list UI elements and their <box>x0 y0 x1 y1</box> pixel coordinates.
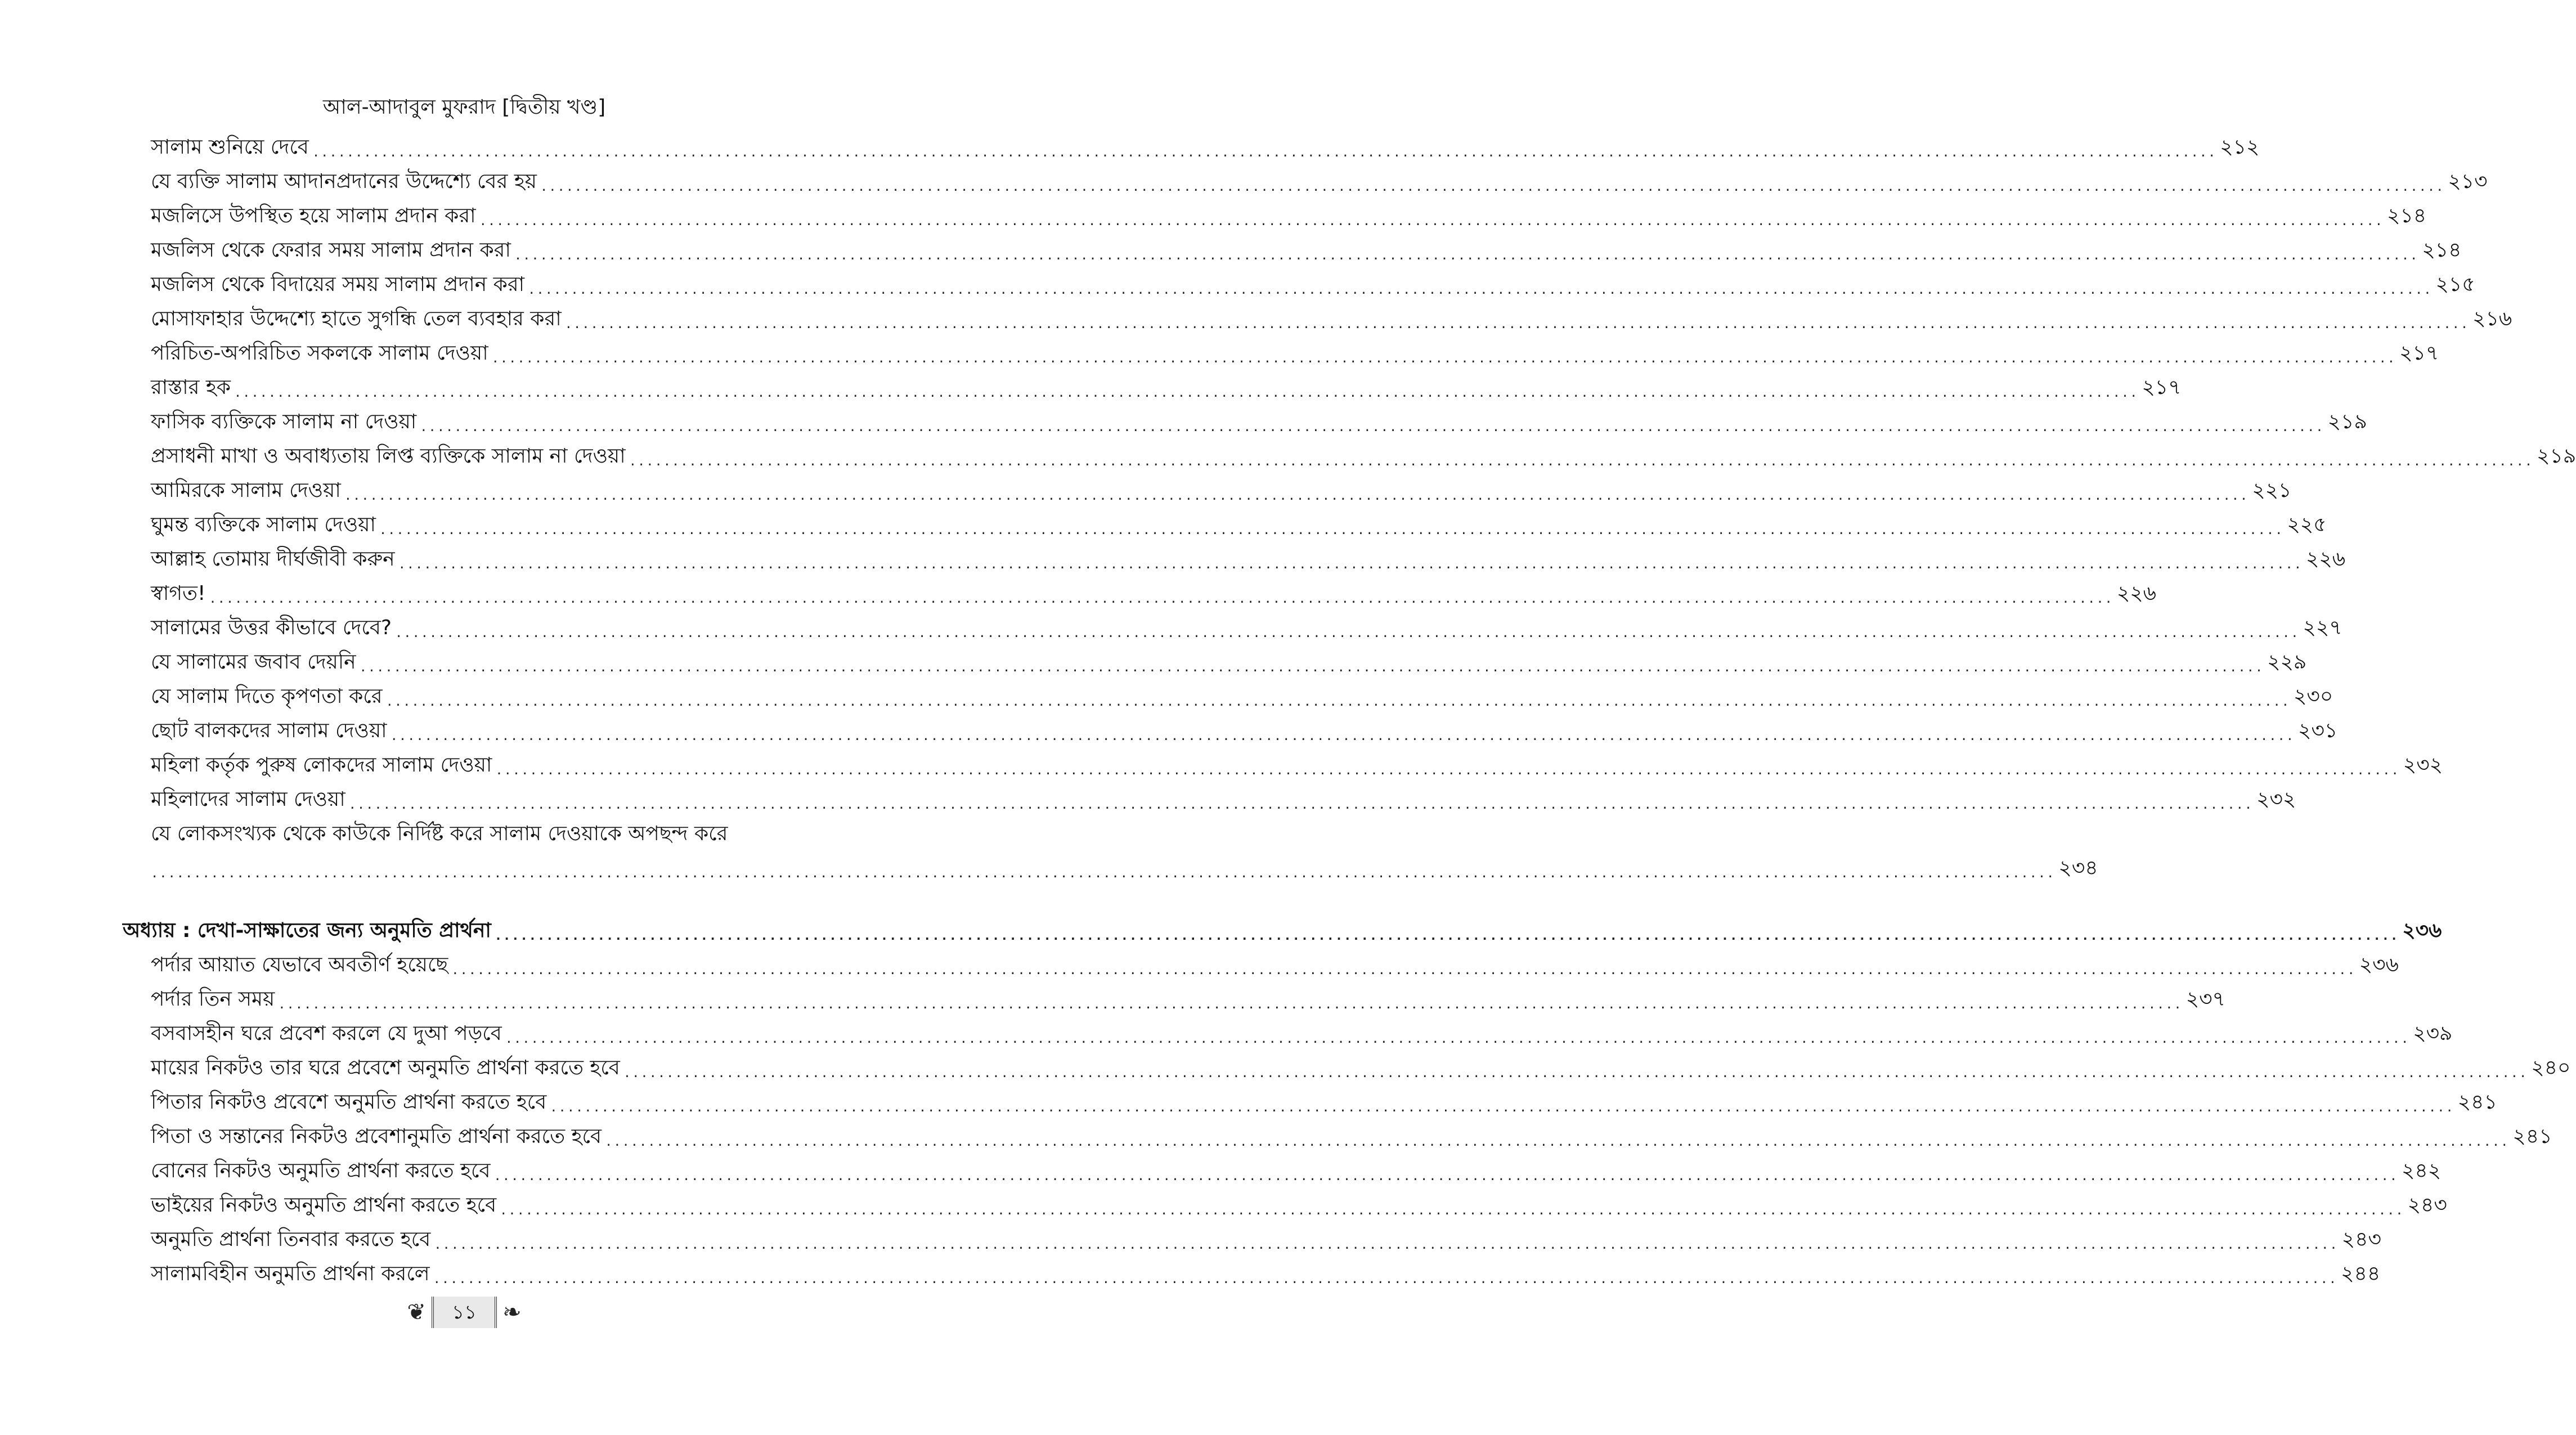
toc-entry-title: বসবাসহীন ঘরে প্রবেশ করলে যে দুআ পড়বে <box>151 1022 502 1045</box>
ornament-right-icon: ❧ <box>502 1299 522 1325</box>
toc-entry-page: ২৪০ <box>2531 1056 2571 1079</box>
toc-entry-title: ভাইয়ের নিকটও অনুমতি প্রার্থনা করতে হবে <box>151 1194 497 1217</box>
toc-entry-page: ২১৩ <box>2448 170 2488 193</box>
toc-entry-title: বোনের নিকটও অনুমতি প্রার্থনা করতে হবে <box>151 1159 491 1182</box>
dot-leader: .............................................................................................................................................................................................................................. <box>359 661 2264 675</box>
toc-entry-title: ঘুমন্ত ব্যক্তিকে সালাম দেওয়া <box>151 513 376 536</box>
toc-entry <box>151 1120 2552 1154</box>
toc-entry-title: পর্দার আয়াত যেভাবে অবতীর্ণ হয়েছে <box>151 953 448 976</box>
toc-entry-page: ২৪১ <box>2457 1091 2497 1114</box>
toc-entry <box>151 1189 2447 1222</box>
toc-entry-page: ২২৭ <box>2303 616 2342 639</box>
toc-entry-page: ২৪৩ <box>2407 1194 2447 1217</box>
toc-entry <box>151 1223 2381 1257</box>
chapter-page: ২৩৬ <box>2402 919 2442 942</box>
toc-entry-title: সালামবিহীন অনুমতি প্রার্থনা করলে <box>151 1262 430 1285</box>
toc-entry-title: পিতা ও সন্তানের নিকটও প্রবেশানুমতি প্রার্থনা করতে হবে <box>151 1125 602 1148</box>
toc-entry-page: ২৩৯ <box>2413 1022 2453 1045</box>
dot-leader: .............................................................................................................................................................................................................................. <box>540 180 2445 194</box>
dot-leader: .............................................................................................................................................................................................................................. <box>379 523 2284 537</box>
toc-entry <box>151 645 2307 679</box>
chapter-title: অধ্যায় : দেখা-সাক্ষাতের জন্য অনুমতি প্রার্থনা <box>123 919 491 942</box>
dot-leader: .............................................................................................................................................................................................................................. <box>528 283 2433 297</box>
toc-entry-page: ২৩১ <box>2298 719 2338 742</box>
toc-entry <box>151 542 2346 576</box>
dot-leader: .............................................................................................................................................................................................................................. <box>623 1066 2528 1080</box>
toc-entry-page: ২৩৭ <box>2185 988 2225 1011</box>
toc-entry <box>151 1051 2571 1085</box>
toc-entry-page: ২১৯ <box>2327 410 2367 433</box>
dot-leader: .............................................................................................................................................................................................................................. <box>234 386 2139 400</box>
dot-leader: .............................................................................................................................................................................................................................. <box>505 1032 2410 1046</box>
toc-entry <box>151 1086 2497 1119</box>
toc-entry-title: সালামের উত্তর কীভাবে দেবে? <box>151 616 392 639</box>
toc-entry <box>151 268 2475 302</box>
dot-leader: .............................................................................................................................................................................................................................. <box>151 867 2056 881</box>
toc-entry-page: ২৩২ <box>2403 754 2443 777</box>
toc-entry-title: মজলিসে উপস্থিত হয়ে সালাম প্রদান করা <box>151 204 476 227</box>
dot-leader: .............................................................................................................................................................................................................................. <box>398 558 2303 572</box>
toc-entry <box>151 440 2576 473</box>
toc-entry-page: ২৩৬ <box>2359 953 2399 976</box>
dot-leader: .............................................................................................................................................................................................................................. <box>514 249 2419 263</box>
toc-entry <box>151 474 2292 508</box>
toc-entry-page: ২১৪ <box>2422 239 2462 262</box>
toc-entry <box>151 748 2443 782</box>
toc-entry-wrapped-title: যে লোকসংখ্যক থেকে কাউকে নির্দিষ্ট করে সালাম দেওয়াকে অপছন্দ করে <box>151 822 728 845</box>
toc-entry-title: রাস্তার হক <box>151 376 231 399</box>
dot-leader: .............................................................................................................................................................................................................................. <box>209 592 2113 606</box>
chapter-heading <box>123 914 2442 948</box>
toc-entry <box>151 680 2333 714</box>
toc-entry-page: ২৩০ <box>2294 685 2333 708</box>
toc-entry-page: ২১৭ <box>2142 376 2182 399</box>
toc-entry <box>151 948 2399 982</box>
dot-leader: .............................................................................................................................................................................................................................. <box>629 455 2534 469</box>
dot-leader: .............................................................................................................................................................................................................................. <box>312 146 2217 160</box>
toc-entry-title: স্বাগত! <box>151 582 206 605</box>
toc-entry-title: ছোট বালকদের সালাম দেওয়া <box>151 719 387 742</box>
toc-entry <box>151 783 2296 817</box>
toc-entry-page: ২১২ <box>2220 136 2260 159</box>
dot-leader: .............................................................................................................................................................................................................................. <box>550 1101 2454 1115</box>
toc-entry <box>151 983 2225 1016</box>
dot-leader: .............................................................................................................................................................................................................................. <box>494 929 2399 943</box>
dot-leader: .............................................................................................................................................................................................................................. <box>344 489 2249 503</box>
dot-leader: .............................................................................................................................................................................................................................. <box>348 798 2254 812</box>
dot-leader: .............................................................................................................................................................................................................................. <box>479 214 2384 228</box>
dot-leader: .............................................................................................................................................................................................................................. <box>278 998 2183 1012</box>
toc-entry <box>151 199 2427 233</box>
toc-entry <box>151 1257 2381 1291</box>
toc-entry-page: ২২১ <box>2252 479 2292 502</box>
toc-entry-title: মোসাফাহার উদ্দেশ্যে হাতে সুগন্ধি তেল ব্যবহার করা <box>151 307 562 330</box>
toc-entry <box>151 714 2338 748</box>
toc-entry <box>151 131 2260 164</box>
toc-entry-title: মায়ের নিকটও তার ঘরে প্রবেশে অনুমতি প্রার্থনা করতে হবে <box>151 1056 620 1079</box>
toc-entry-page: ২১৪ <box>2387 204 2427 227</box>
toc-entry <box>151 577 2157 611</box>
toc-entry-page: ২২৯ <box>2267 651 2307 674</box>
toc-entry-page: ২৪১ <box>2512 1125 2552 1148</box>
dot-leader: .............................................................................................................................................................................................................................. <box>500 1204 2404 1218</box>
toc-entry-title: মহিলাদের সালাম দেওয়া <box>151 788 345 811</box>
toc-entry-title: মজলিস থেকে বিদায়ের সময় সালাম প্রদান করা <box>151 273 525 296</box>
dot-leader: .............................................................................................................................................................................................................................. <box>493 1169 2398 1183</box>
toc-entry-title: আল্লাহ তোমায় দীর্ঘজীবী করুন <box>151 548 395 571</box>
toc-entry <box>151 1017 2453 1051</box>
dot-leader: .............................................................................................................................................................................................................................. <box>433 1272 2338 1286</box>
toc-entry-page: ২৪৪ <box>2341 1262 2381 1285</box>
toc-entry <box>151 337 2439 370</box>
dot-leader: .............................................................................................................................................................................................................................. <box>420 420 2324 434</box>
dot-leader: .............................................................................................................................................................................................................................. <box>495 764 2400 778</box>
toc-entry-title: সালাম শুনিয়ে দেবে <box>151 136 309 159</box>
toc-entry-title: প্রসাধনী মাখা ও অবাধ্যতায় লিপ্ত ব্যক্তিকে সালাম না দেওয়া <box>151 445 626 468</box>
toc-entry-title: যে ব্যক্তি সালাম আদানপ্রদানের উদ্দেশ্যে বের হয় <box>151 170 537 193</box>
dot-leader: .............................................................................................................................................................................................................................. <box>390 729 2295 743</box>
toc-entry-page: ২২৬ <box>2116 582 2157 605</box>
toc-entry <box>151 851 2098 885</box>
toc-entry-title: পিতার নিকটও প্রবেশে অনুমতি প্রার্থনা করতে হবে <box>151 1091 547 1114</box>
toc-entry <box>151 165 2488 199</box>
toc-entry-page: ২৪৩ <box>2341 1228 2381 1251</box>
toc-entry-page: ২৩২ <box>2256 788 2296 811</box>
toc-entry-page: ২৩৪ <box>2058 856 2098 880</box>
toc-entry <box>151 508 2327 542</box>
toc-entry <box>151 405 2367 439</box>
toc-entry-title: পর্দার তিন সময় <box>151 988 275 1011</box>
page-number: ১১ <box>432 1297 497 1328</box>
page-footer <box>0 1297 928 1328</box>
toc-entry-page: ২২৫ <box>2287 513 2327 536</box>
toc-entry-page: ২১৭ <box>2399 342 2439 365</box>
toc-entry <box>151 302 2512 336</box>
dot-leader: .............................................................................................................................................................................................................................. <box>564 317 2470 331</box>
dot-leader: .............................................................................................................................................................................................................................. <box>491 352 2397 366</box>
toc-entry <box>151 1154 2442 1188</box>
toc-entry-title: মজলিস থেকে ফেরার সময় সালাম প্রদান করা <box>151 239 511 262</box>
dot-leader: .............................................................................................................................................................................................................................. <box>395 626 2300 640</box>
toc-entry-page: ২১৬ <box>2472 307 2512 330</box>
dot-leader: .............................................................................................................................................................................................................................. <box>451 963 2356 977</box>
toc-entry-title: ফাসিক ব্যক্তিকে সালাম না দেওয়া <box>151 410 417 433</box>
ornament-left-icon: ❦ <box>407 1299 426 1325</box>
dot-leader: .............................................................................................................................................................................................................................. <box>434 1238 2339 1252</box>
toc-entry-title: পরিচিত-অপরিচিত সকলকে সালাম দেওয়া <box>151 342 488 365</box>
toc-entry-page: ২১৫ <box>2435 273 2475 296</box>
toc-entry <box>151 611 2342 645</box>
toc-entry-title: মহিলা কর্তৃক পুরুষ লোকদের সালাম দেওয়া <box>151 754 492 777</box>
toc-entry-title: অনুমতি প্রার্থনা তিনবার করতে হবে <box>151 1228 431 1251</box>
toc-entry <box>151 371 2182 405</box>
toc-entry-title: যে সালামের জবাব দেয়নি <box>151 651 356 674</box>
toc-entry-page: ২১৯ <box>2537 445 2576 468</box>
toc-entry <box>151 234 2462 267</box>
running-header: আল-আদাবুল মুফরাদ [দ্বিতীয় খণ্ড] <box>322 96 606 119</box>
toc-entry-page: ২২৬ <box>2305 548 2346 571</box>
dot-leader: .............................................................................................................................................................................................................................. <box>605 1135 2510 1149</box>
toc-entry-title: যে সালাম দিতে কৃপণতা করে <box>151 685 383 708</box>
toc-entry-title: আমিরকে সালাম দেওয়া <box>151 479 341 502</box>
toc-entry-page: ২৪২ <box>2401 1159 2442 1182</box>
dot-leader: .............................................................................................................................................................................................................................. <box>385 695 2290 709</box>
